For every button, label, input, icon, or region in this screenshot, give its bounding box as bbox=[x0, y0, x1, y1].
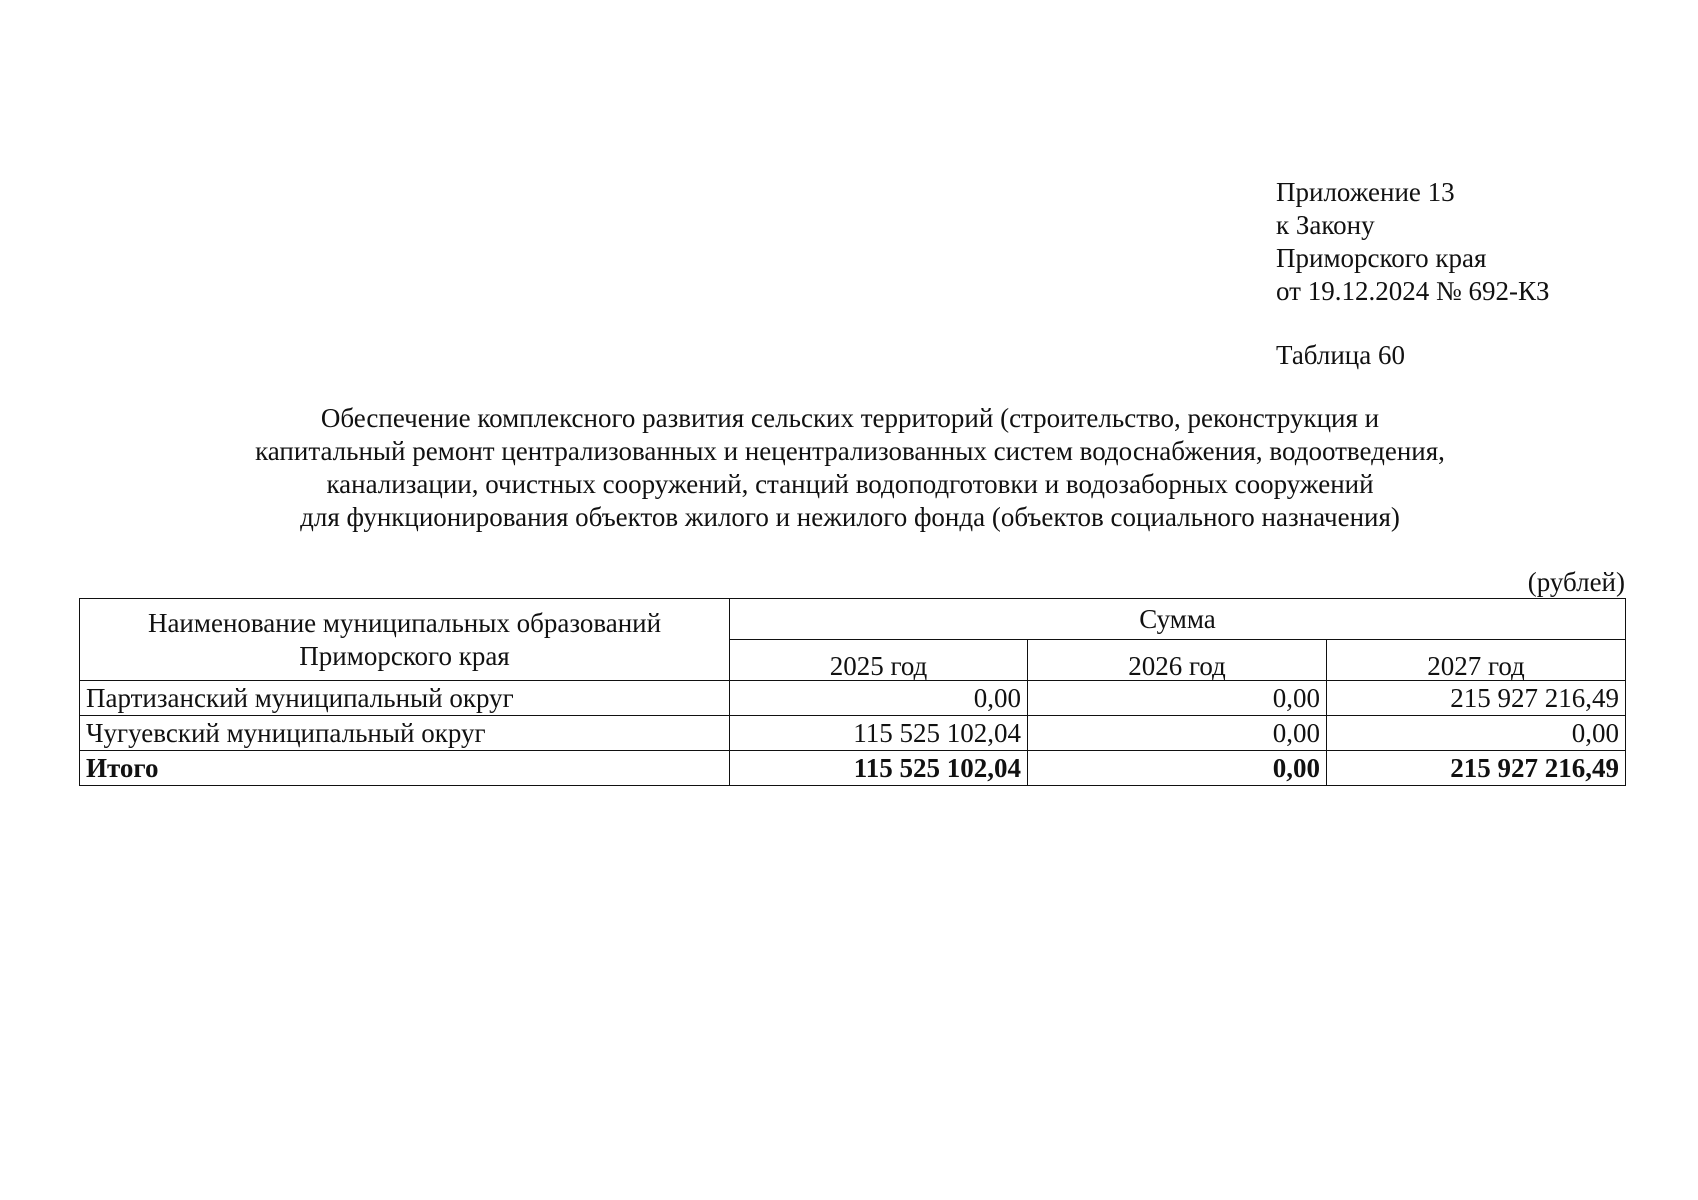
title-line: для функционирования объектов жилого и нежилого фонда (объектов социального назначения) bbox=[300, 502, 1400, 532]
document-title bbox=[120, 402, 1580, 534]
appendix-line: от 19.12.2024 № 692-КЗ bbox=[1276, 276, 1550, 306]
appendix-line: к Закону bbox=[1276, 210, 1375, 240]
table-row bbox=[80, 716, 1626, 751]
title-line: Обеспечение комплексного развития сельских территорий (строительство, реконструкция и bbox=[320, 403, 1380, 433]
header-sum: Сумма bbox=[730, 599, 1626, 640]
table-row bbox=[80, 681, 1626, 716]
total-value: 0,00 bbox=[1028, 751, 1327, 786]
row-value: 115 525 102,04 bbox=[730, 716, 1028, 751]
header-year: 2026 год bbox=[1028, 640, 1327, 681]
title-line: канализации, очистных сооружений, станций водоподготовки и водозаборных сооружений bbox=[326, 469, 1374, 499]
header-municipality bbox=[80, 599, 730, 681]
budget-table bbox=[79, 598, 1626, 786]
total-value: 215 927 216,49 bbox=[1327, 751, 1626, 786]
units-label: (рублей) bbox=[1527, 567, 1625, 597]
row-name: Чугуевский муниципальный округ bbox=[80, 716, 730, 751]
appendix-reference bbox=[1276, 176, 1549, 308]
header-municipality-line: Наименование муниципальных образований bbox=[147, 607, 662, 638]
total-row bbox=[80, 751, 1626, 786]
header-year: 2025 год bbox=[730, 640, 1028, 681]
title-line: капитальный ремонт централизованных и нецентрализованных систем водоснабжения, водоотведения, bbox=[255, 436, 1445, 466]
total-name: Итого bbox=[80, 751, 730, 786]
appendix-line: Приморского края bbox=[1276, 243, 1487, 273]
row-value: 0,00 bbox=[1028, 681, 1327, 716]
header-municipality-line: Приморского края bbox=[299, 640, 510, 671]
row-name: Партизанский муниципальный округ bbox=[80, 681, 730, 716]
table-number: Таблица 60 bbox=[1276, 340, 1405, 370]
total-value: 115 525 102,04 bbox=[730, 751, 1028, 786]
row-value: 215 927 216,49 bbox=[1327, 681, 1626, 716]
row-value: 0,00 bbox=[1327, 716, 1626, 751]
row-value: 0,00 bbox=[1028, 716, 1327, 751]
header-year: 2027 год bbox=[1327, 640, 1626, 681]
appendix-line: Приложение 13 bbox=[1276, 177, 1455, 207]
row-value: 0,00 bbox=[730, 681, 1028, 716]
